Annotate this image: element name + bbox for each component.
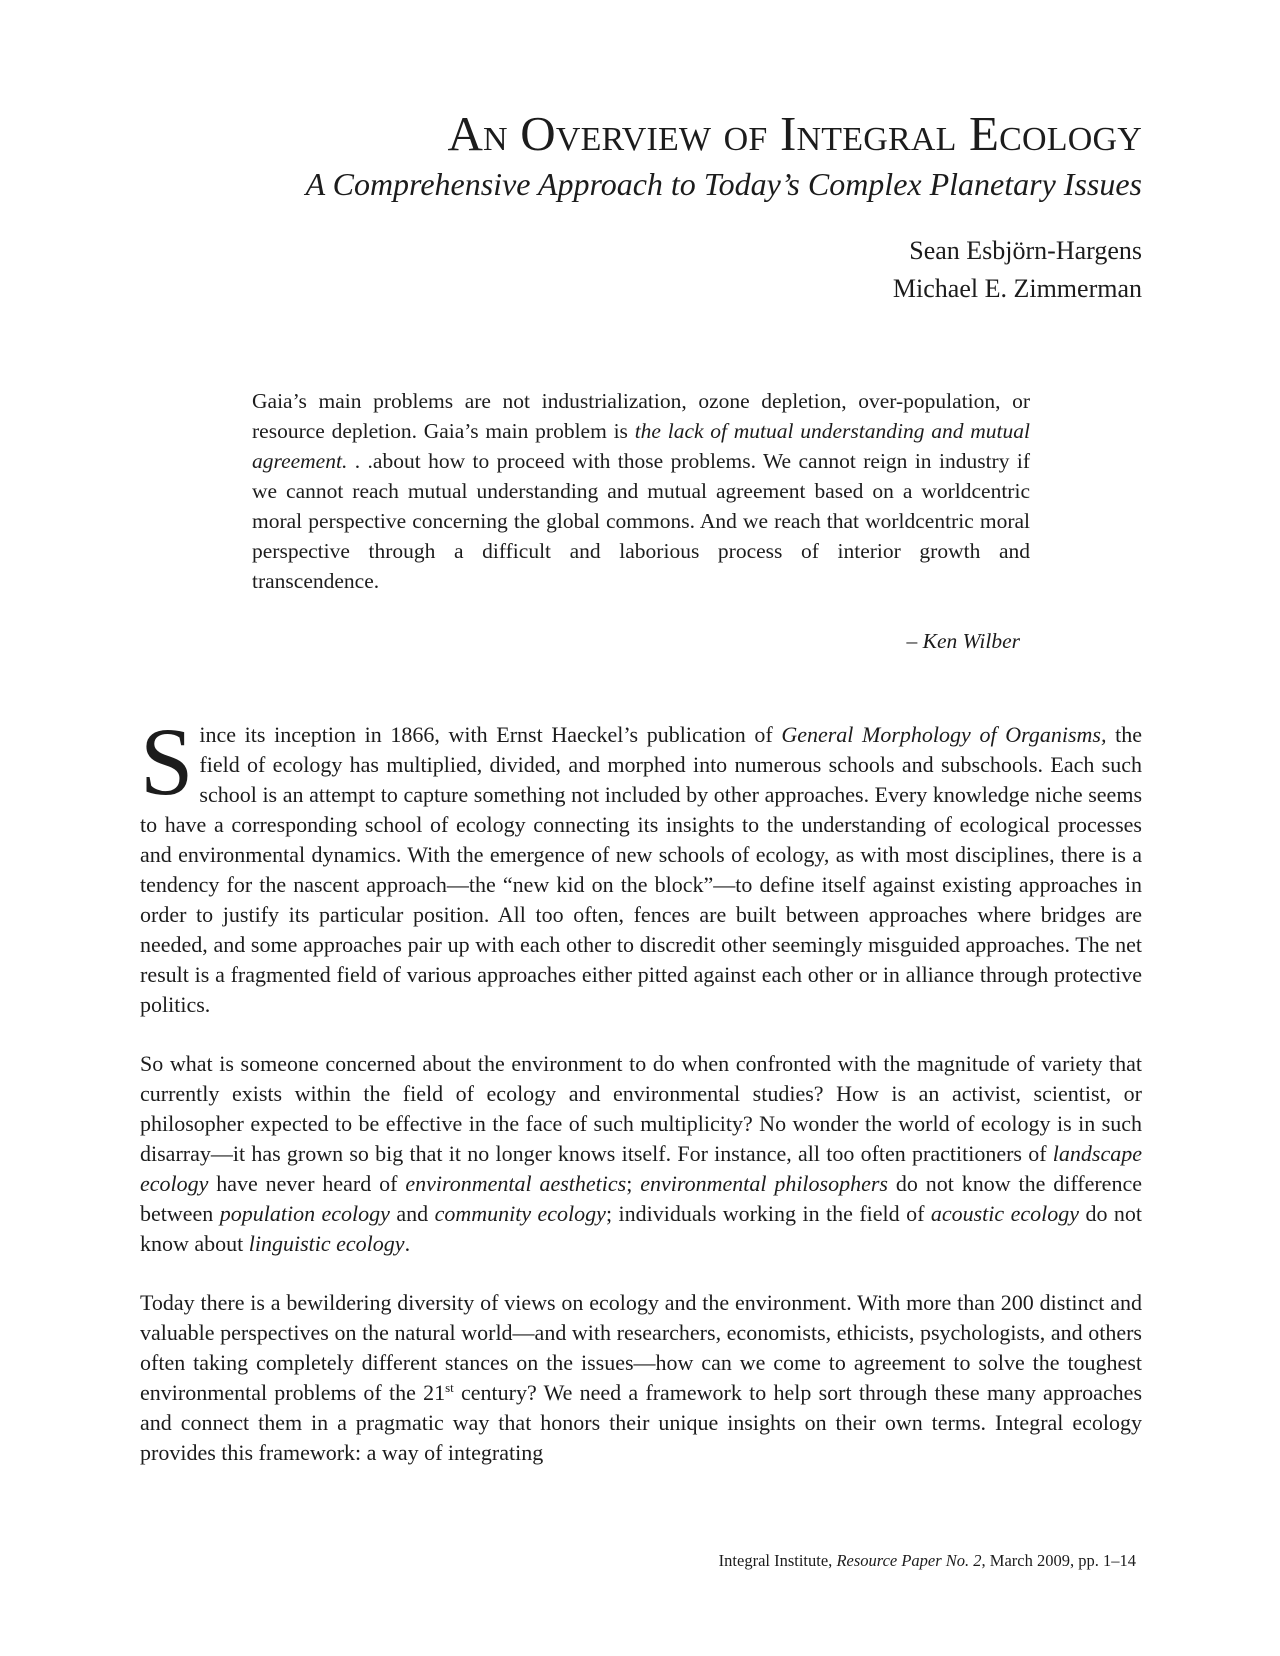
field-term: linguistic ecology	[248, 1231, 405, 1256]
epigraph-text: Gaia’s main problems are not industrialization, ozone depletion, over-population, or resource depletion. Gaia’s main problem is	[252, 389, 1030, 443]
paragraph-text: So what is someone concerned about the environment to do when confronted with the magnitude of variety that currently exists within the field of ecology and environmental studies? How is an activist, scientist, or philosopher expected to be effective in the face of such multiplicity? No wonder the world of ecology is in such disarray—it has grown so big that it no longer knows itself. For instance, all too often practitioners of	[140, 1051, 1142, 1166]
paragraph-text: do not know about	[140, 1201, 1142, 1256]
paragraph-text: the field of ecology has multiplied, divided, and morphed into numerous schools and subschools. Each such school is an attempt to capture something not included by other approaches. Every knowledge niche seems to have a corresponding school of ecology connecting its insights to the understanding of ecological processes and environmental dynamics. With the emergence of new schools of ecology, as with most disciplines, there is a tendency for the nascent approach—the “new kid on the block”—to define itself against existing approaches in order to justify its particular position. All too often, fences are built between approaches where bridges are needed, and some approaches pair up with each other to discredit other seemingly misguided approaches. The net result is a fragmented field of various approaches either pitted against each other or in alliance through protective politics.	[140, 722, 1142, 1017]
paragraph-text: have never heard of	[208, 1171, 406, 1196]
field-term: community ecology	[434, 1201, 606, 1226]
paragraph-text: and	[389, 1201, 435, 1226]
paragraph-1	[140, 708, 1142, 1020]
paragraph-3	[140, 1288, 1142, 1468]
footer-series: Resource Paper No. 2	[836, 1551, 982, 1570]
paper-title: An Overview of Integral Ecology	[447, 106, 1142, 161]
epigraph-text: . .about how to proceed with those problems. We cannot reign in industry if we cannot reach mutual understanding and mutual agreement based on a worldcentric moral perspective concerning the global commons. And we reach that worldcentric moral perspective through a difficult and laborious process of interior growth and transcendence.	[252, 449, 1030, 593]
page-footer	[560, 1550, 1136, 1572]
paragraph-text: century? We need a framework to help sort through these many approaches and connect them in a pragmatic way that honors their unique insights on their own terms. Integral ecology provides this framework: a way of integrating	[140, 1380, 1142, 1465]
author-name: Michael E. Zimmerman	[892, 274, 1142, 303]
epigraph-emphasis: the lack of mutual understanding and mutual agreement.	[252, 419, 1030, 473]
epigraph-quote	[252, 386, 1030, 596]
paragraph-text: ince its inception in 1866, with Ernst Haeckel’s publication of	[199, 722, 782, 747]
paragraph-2	[140, 1049, 1142, 1259]
paragraph-text: Today there is a bewildering diversity of views on ecology and the environment. With more than 200 distinct and valuable perspectives on the natural world—and with researchers, economists, ethicists, psychologists, and others often taking completely different stances on the issues—how can we come to agreement to solve the toughest environmental problems of the 21	[140, 1290, 1142, 1405]
field-term: population ecology	[219, 1201, 390, 1226]
field-term: environmental aesthetics	[405, 1171, 627, 1196]
footer-text: , March 2009, pp. 1–14	[981, 1551, 1136, 1570]
book-title: General Morphology of Organisms,	[781, 722, 1107, 747]
drop-cap: S	[140, 708, 194, 815]
paragraph-text: .	[404, 1231, 411, 1256]
field-term: landscape ecology	[140, 1141, 1142, 1196]
field-term: acoustic ecology	[930, 1201, 1080, 1226]
epigraph-attribution: – Ken Wilber	[906, 629, 1020, 653]
footer-text: Integral Institute,	[718, 1551, 837, 1570]
author-name: Sean Esbjörn-Hargens	[909, 236, 1142, 265]
author-list	[640, 232, 1142, 308]
paragraph-text: ;	[626, 1171, 641, 1196]
paragraph-text: do not know the difference between	[140, 1171, 1142, 1226]
ordinal-suffix: st	[445, 1380, 454, 1395]
paragraph-text: ; individuals working in the field of	[605, 1201, 931, 1226]
field-term: environmental philosophers	[640, 1171, 888, 1196]
body-text	[140, 708, 1142, 1497]
paper-subtitle: A Comprehensive Approach to Today’s Complex Planetary Issues	[305, 166, 1142, 202]
